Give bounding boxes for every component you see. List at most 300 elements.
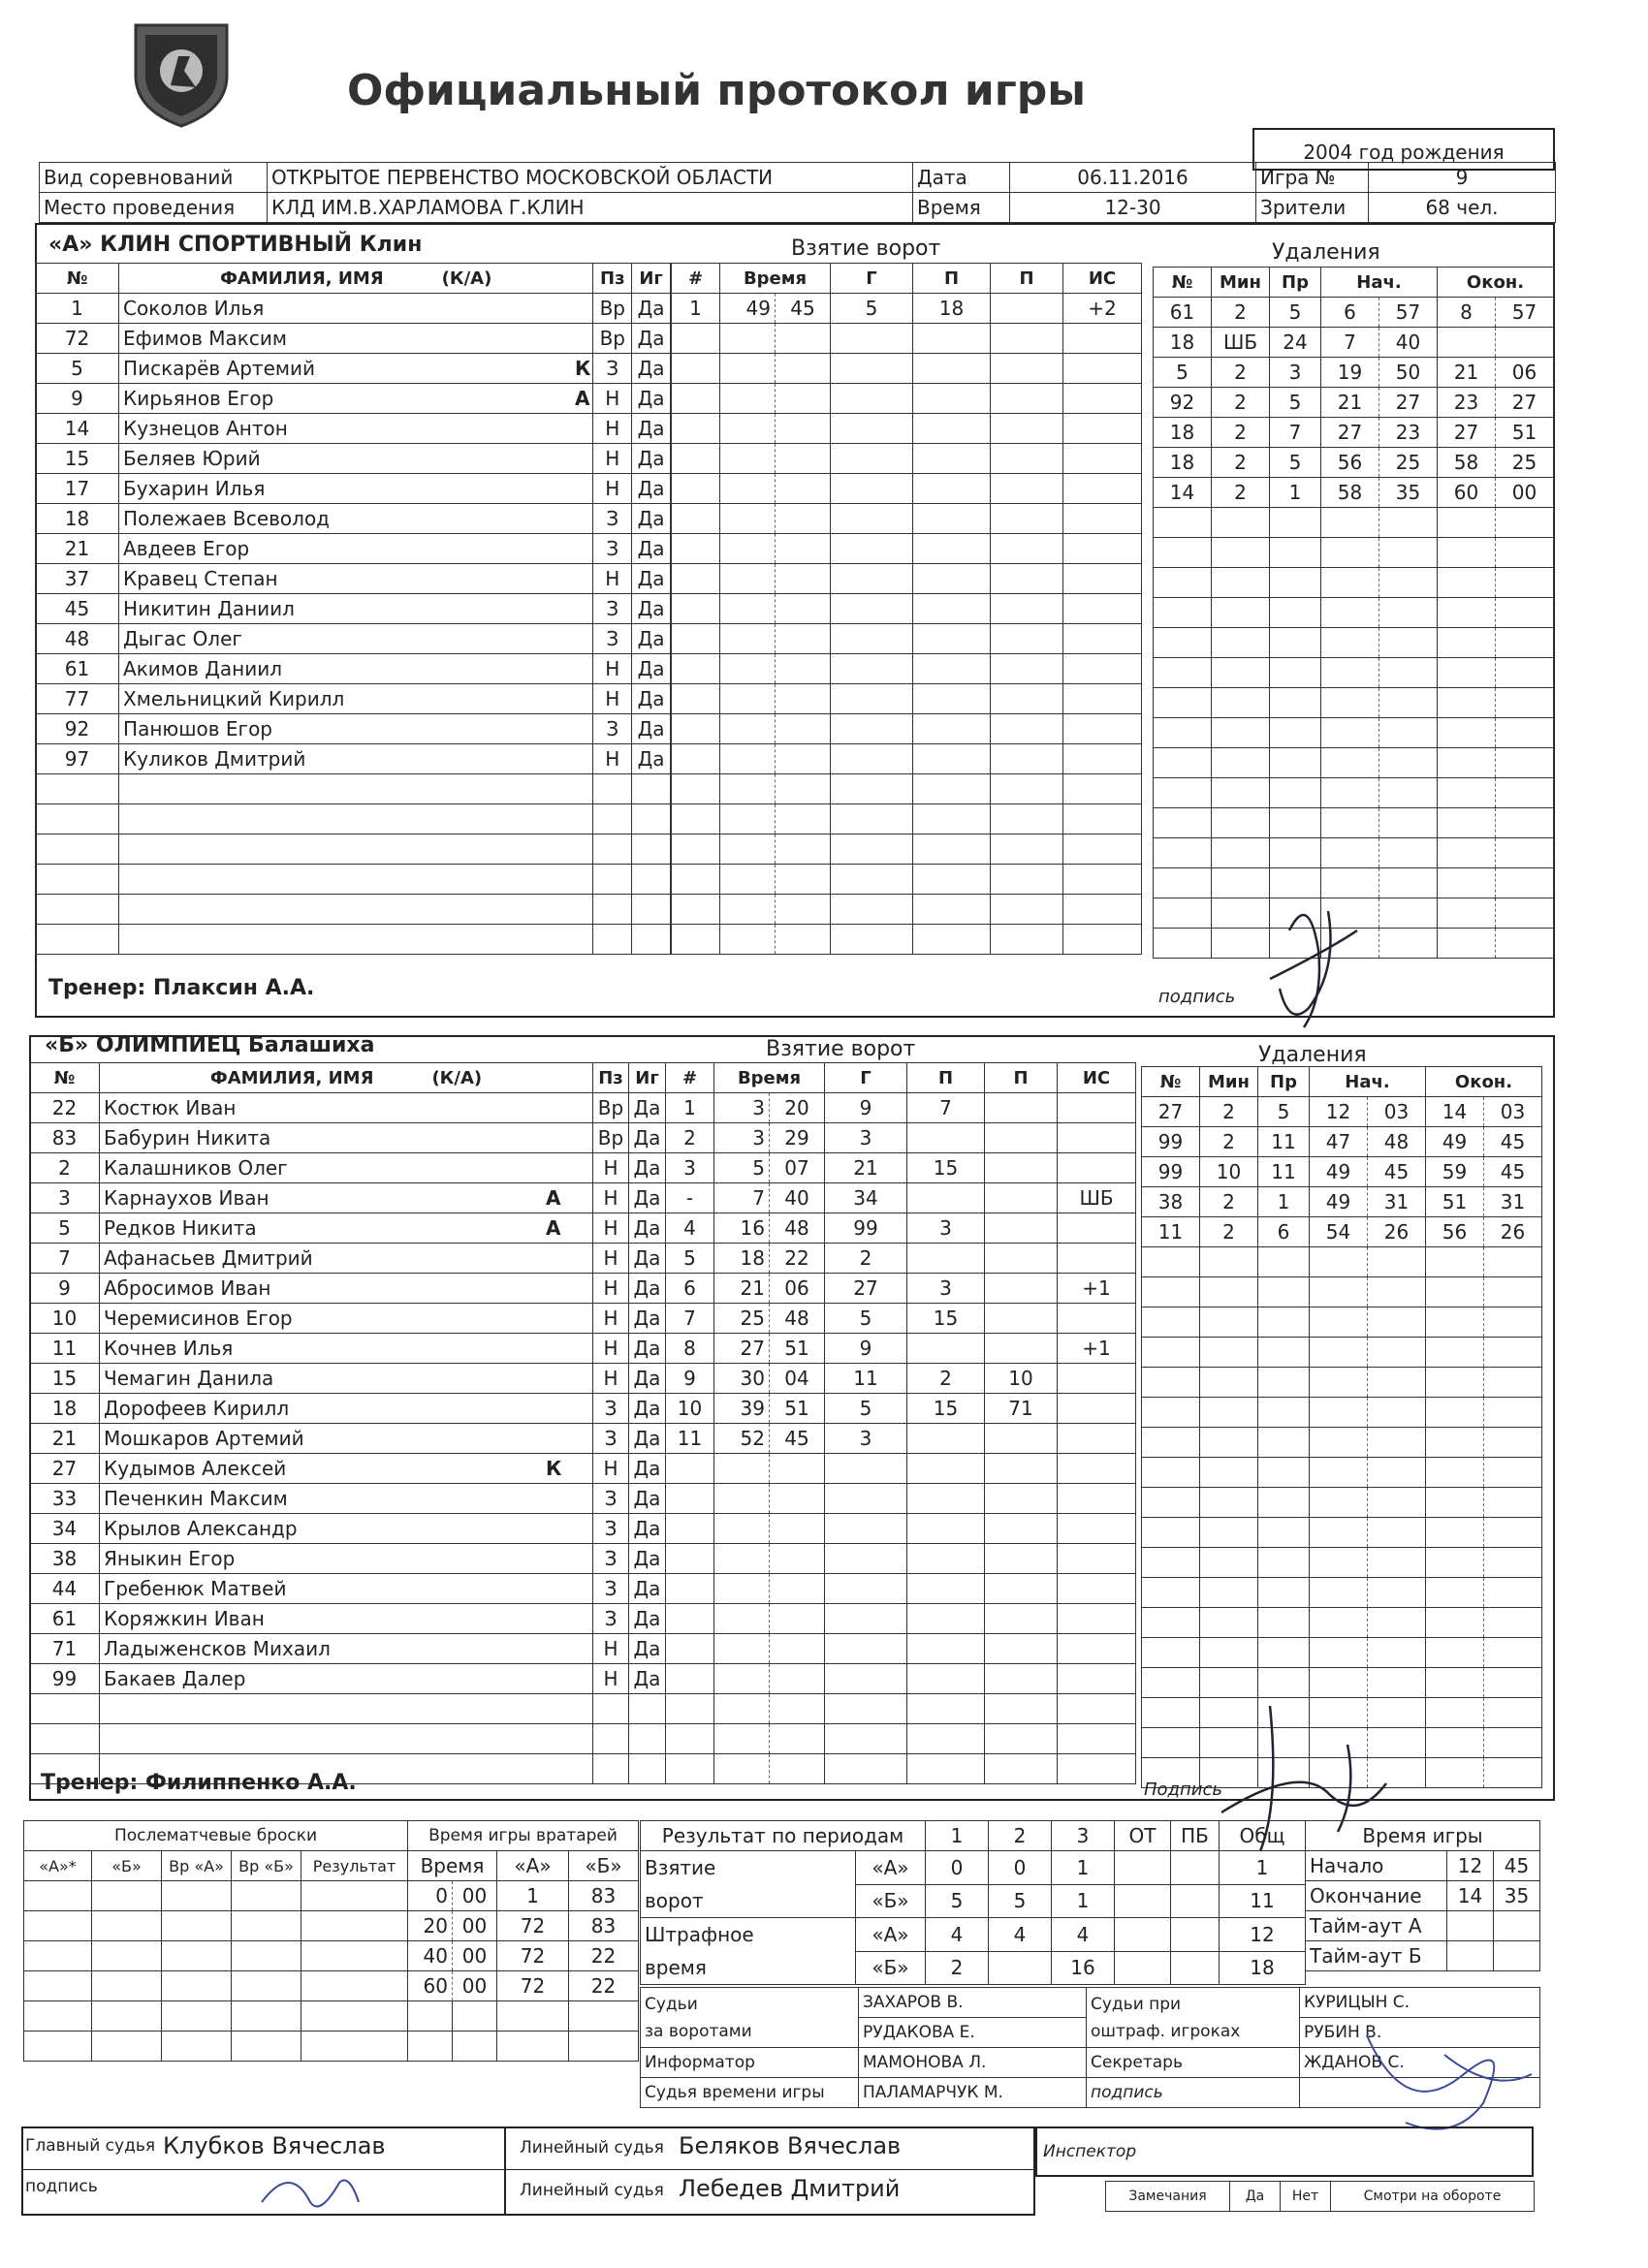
player-name-text: Беляев Юрий (123, 447, 261, 470)
player-name-text: Карнаухов Иван (104, 1186, 269, 1210)
table-row (672, 324, 1142, 354)
penalty-pr: 5 (1258, 1097, 1310, 1127)
goal-mm (720, 804, 776, 835)
game-start-m: 45 (1494, 1851, 1540, 1881)
goal-no (672, 384, 720, 414)
pen-a-total: 12 (1220, 1918, 1306, 1952)
player-played: Да (629, 1484, 666, 1514)
goal-no (672, 925, 720, 955)
goal-p2 (991, 804, 1063, 835)
penalty-no: 99 (1142, 1157, 1200, 1187)
shootout-cell (232, 1971, 301, 2001)
penalty-ss: 03 (1368, 1097, 1426, 1127)
player-role: А (575, 387, 590, 410)
player-number: 15 (36, 444, 119, 474)
player-position: З (593, 534, 632, 564)
goal-is (1063, 444, 1142, 474)
penalty-sm (1321, 508, 1379, 538)
goal-ss: 48 (770, 1304, 825, 1334)
player-name-text: Дыгас Олег (123, 627, 242, 650)
goal-is (1063, 895, 1142, 925)
goal-g (831, 744, 913, 774)
goal-g: 5 (825, 1304, 907, 1334)
penalty-no (1142, 1548, 1200, 1578)
goal-no (672, 744, 720, 774)
goal-ss (776, 895, 831, 925)
goal-g (825, 1604, 907, 1634)
player-number: 61 (30, 1604, 100, 1634)
goal-is (1058, 1213, 1136, 1244)
col-ka-label: (К/А) (431, 1067, 483, 1088)
table-row (30, 1664, 666, 1694)
goal-mm: 25 (714, 1304, 770, 1334)
penalty-min: 2 (1200, 1187, 1258, 1217)
goalie-cell (569, 2001, 639, 2032)
player-name (100, 1153, 593, 1183)
table-row (30, 1454, 666, 1484)
pen-col-pr: Пр (1270, 268, 1321, 298)
goal-g (831, 804, 913, 835)
player-name (119, 534, 593, 564)
goal-p1 (913, 444, 991, 474)
goal-p1 (913, 714, 991, 744)
shootout-cell (24, 2001, 92, 2032)
penalty-no (1154, 508, 1212, 538)
goal-mm (714, 1514, 770, 1544)
player-name (119, 624, 593, 654)
game-end-m: 35 (1494, 1881, 1540, 1911)
player-name (100, 1394, 593, 1424)
goal-no (666, 1574, 714, 1604)
game-start-h: 12 (1447, 1851, 1494, 1881)
penalty-ss (1379, 688, 1438, 718)
penalty-pr (1270, 898, 1321, 929)
goalie-cell (453, 2001, 497, 2032)
player-played: Да (629, 1334, 666, 1364)
penalty-em (1426, 1277, 1484, 1307)
penalty-pr (1258, 1247, 1310, 1277)
table-row (1142, 1638, 1542, 1668)
goal-p2 (985, 1574, 1058, 1604)
penalty-em (1438, 868, 1496, 898)
remarks-table (1105, 2181, 1535, 2212)
penalty-es (1484, 1518, 1542, 1548)
table-row (30, 1093, 666, 1123)
goal-mm (720, 534, 776, 564)
goal-p2 (991, 504, 1063, 534)
table-row (30, 1183, 666, 1213)
player-position: Н (593, 1244, 629, 1274)
penalty-min (1212, 838, 1270, 868)
goals-b-total: 11 (1220, 1884, 1306, 1918)
player-name-text: Крылов Александр (104, 1517, 298, 1540)
player-role: А (546, 1216, 561, 1240)
penalty-ss: 40 (1379, 328, 1438, 358)
col-num: № (36, 264, 119, 294)
penalty-em (1426, 1398, 1484, 1428)
goal-g (831, 504, 913, 534)
penalty-em: 8 (1438, 298, 1496, 328)
penalty-ss (1379, 658, 1438, 688)
col-ig: Иг (629, 1063, 666, 1093)
penalty-no: 61 (1154, 298, 1212, 328)
goal-ss (776, 774, 831, 804)
penalty-es: 27 (1496, 388, 1554, 418)
penalty-pr (1270, 929, 1321, 959)
penalty-es (1484, 1758, 1542, 1788)
goalie-b: 22 (569, 1941, 639, 1971)
pen-a-pb (1171, 1918, 1220, 1952)
penalty-no (1142, 1398, 1200, 1428)
goal-p2 (991, 414, 1063, 444)
goal-p2 (991, 684, 1063, 714)
player-number: 44 (30, 1574, 100, 1604)
goal-col-p1: П (913, 264, 991, 294)
penalty-ss (1368, 1758, 1426, 1788)
penalty-ss (1379, 508, 1438, 538)
penalty-pr (1258, 1488, 1310, 1518)
pen-b-pb (1171, 1951, 1220, 1985)
place-value: КЛД ИМ.В.ХАРЛАМОВА Г.КЛИН (268, 193, 913, 223)
player-position: Н (593, 444, 632, 474)
shootout-cell (301, 1881, 408, 1911)
penalty-sm (1321, 868, 1379, 898)
goal-no (672, 714, 720, 744)
penalty-em (1438, 929, 1496, 959)
goals-a-p3: 1 (1052, 1851, 1115, 1885)
penalty-es: 26 (1484, 1217, 1542, 1247)
penalty-sm (1321, 929, 1379, 959)
penalty-min (1200, 1338, 1258, 1368)
goal-no (672, 835, 720, 865)
player-position (593, 895, 632, 925)
player-played (632, 835, 671, 865)
table-row (30, 1364, 666, 1394)
penalty-es (1496, 688, 1554, 718)
goal-p1 (913, 534, 991, 564)
pen-col-min: Мин (1212, 268, 1270, 298)
goal-p1 (907, 1514, 985, 1544)
goal-p1 (907, 1123, 985, 1153)
timeout-b-h (1447, 1941, 1494, 1971)
period-col-ot: ОТ (1115, 1821, 1171, 1851)
player-played: Да (632, 594, 671, 624)
table-row (36, 865, 671, 895)
goal-ss (776, 624, 831, 654)
goal-is (1063, 865, 1142, 895)
penalty-ss: 23 (1379, 418, 1438, 448)
place-label: Место проведения (40, 193, 268, 223)
penalty-sm (1321, 658, 1379, 688)
player-name (100, 1664, 593, 1694)
player-position: З (593, 1574, 629, 1604)
goal-p2 (985, 1153, 1058, 1183)
penalty-em (1438, 718, 1496, 748)
pen-col-min: Мин (1200, 1067, 1258, 1097)
goal-no: 4 (666, 1213, 714, 1244)
period-pen-label (641, 1918, 856, 1985)
goal-g (831, 774, 913, 804)
goal-ss (776, 564, 831, 594)
goal-p1 (913, 504, 991, 534)
penalty-min: 2 (1212, 358, 1270, 388)
penalty-em (1426, 1638, 1484, 1668)
player-name (119, 654, 593, 684)
goal-ss (776, 684, 831, 714)
shootout-cell (92, 2001, 162, 2032)
penalty-sm: 58 (1321, 478, 1379, 508)
goal-p2: 71 (985, 1394, 1058, 1424)
penalty-es: 06 (1496, 358, 1554, 388)
player-number: 99 (30, 1664, 100, 1694)
player-name (100, 1454, 593, 1484)
shootout-cell (162, 2032, 232, 2062)
goalie-time-mm: 20 (408, 1911, 453, 1941)
penalty-min (1200, 1277, 1258, 1307)
remarks-no[interactable]: Нет (1281, 2182, 1331, 2212)
goal-ss (776, 324, 831, 354)
player-position: З (593, 714, 632, 744)
goal-col-time: Время (714, 1063, 825, 1093)
goal-p2 (991, 654, 1063, 684)
goals-a-total: 1 (1220, 1851, 1306, 1885)
goal-judge-2: РУДАКОВА Е. (859, 2018, 1087, 2048)
table-row (36, 925, 671, 955)
goal-mm: 27 (714, 1334, 770, 1364)
penalty-no (1142, 1277, 1200, 1307)
goal-p1 (913, 744, 991, 774)
player-name-text: Бухарин Илья (123, 477, 266, 500)
penalty-ss (1379, 598, 1438, 628)
goalie-a: 72 (497, 1971, 569, 2001)
table-row (408, 1881, 639, 1911)
player-number: 9 (30, 1274, 100, 1304)
timeout-b-label: Тайм-аут Б (1306, 1941, 1447, 1971)
penalty-es (1484, 1428, 1542, 1458)
penalty-sm (1310, 1548, 1368, 1578)
penalty-no (1154, 718, 1212, 748)
penalty-sm (1321, 718, 1379, 748)
goal-is: ШБ (1058, 1183, 1136, 1213)
remarks-see-back: Смотри на обороте (1331, 2182, 1535, 2212)
penalty-no (1154, 929, 1212, 959)
goal-col-is: ИС (1063, 264, 1142, 294)
penalty-min: 2 (1212, 478, 1270, 508)
goal-p2 (985, 1604, 1058, 1634)
goal-ss (776, 594, 831, 624)
penalty-pr (1270, 508, 1321, 538)
goal-is (1063, 684, 1142, 714)
table-row (666, 1664, 1136, 1694)
goal-mm (720, 925, 776, 955)
period-col-2: 2 (989, 1821, 1052, 1851)
penalty-min (1212, 718, 1270, 748)
goal-g (825, 1694, 907, 1724)
pen-col-num: № (1154, 268, 1212, 298)
penalty-em (1426, 1307, 1484, 1338)
goal-p2 (991, 534, 1063, 564)
penalty-sm (1321, 778, 1379, 808)
player-number: 18 (30, 1394, 100, 1424)
penalty-ss: 48 (1368, 1127, 1426, 1157)
goal-ss (776, 534, 831, 564)
table-row (36, 895, 671, 925)
team-a-title: «А» КЛИН СПОРТИВНЫЙ Клин (48, 233, 423, 257)
penalty-pr (1258, 1668, 1310, 1698)
player-number: 97 (36, 744, 119, 774)
penalty-sm (1310, 1578, 1368, 1608)
goal-mm (714, 1544, 770, 1574)
secretary-label: Секретарь (1087, 2048, 1300, 2078)
penalty-min (1200, 1307, 1258, 1338)
table-row (1142, 1668, 1542, 1698)
penalty-em (1426, 1728, 1484, 1758)
goal-ss: 51 (770, 1334, 825, 1364)
penalty-min (1200, 1728, 1258, 1758)
table-row (666, 1454, 1136, 1484)
penalty-min: 2 (1212, 298, 1270, 328)
player-position: Н (593, 1183, 629, 1213)
goal-p2 (991, 444, 1063, 474)
goal-mm (720, 504, 776, 534)
penalty-min (1212, 628, 1270, 658)
timekeeper-label: Судья времени игры (641, 2078, 859, 2108)
penalty-ss: 57 (1379, 298, 1438, 328)
goal-p2 (991, 744, 1063, 774)
secretary-value: ЖДАНОВ С. (1300, 2048, 1540, 2078)
player-name (100, 1304, 593, 1334)
goal-no: 8 (666, 1334, 714, 1364)
team-a-goals (671, 263, 1142, 955)
player-name (100, 1604, 593, 1634)
table-row (1142, 1398, 1542, 1428)
player-played: Да (632, 624, 671, 654)
player-played: Да (632, 294, 671, 324)
penalty-pr: 1 (1270, 478, 1321, 508)
goal-g: 3 (825, 1424, 907, 1454)
penalty-min (1212, 688, 1270, 718)
team-a-signature-label: подпись (1158, 987, 1236, 1007)
goal-p1 (913, 835, 991, 865)
goal-no: 5 (666, 1244, 714, 1274)
period-goals-label-1: Взятие (645, 1856, 716, 1879)
goal-p2 (985, 1454, 1058, 1484)
player-number: 71 (30, 1634, 100, 1664)
penalty-sm (1321, 628, 1379, 658)
period-team-b: «Б» (856, 1884, 926, 1918)
player-position: Н (593, 654, 632, 684)
timekeeper-value: ПАЛАМАРЧУК М. (859, 2078, 1087, 2108)
penalty-es (1484, 1578, 1542, 1608)
table-row (666, 1364, 1136, 1394)
goal-mm (720, 865, 776, 895)
penalty-min: 2 (1200, 1097, 1258, 1127)
goal-ss (770, 1484, 825, 1514)
shootout-cell (232, 1911, 301, 1941)
period-title: Результат по периодам (641, 1821, 926, 1851)
goal-no: 1 (666, 1093, 714, 1123)
goal-no (666, 1754, 714, 1784)
goal-p1: 7 (907, 1093, 985, 1123)
game-value: 9 (1369, 163, 1556, 193)
game-time-title: Время игры (1306, 1821, 1540, 1851)
table-row (1154, 418, 1554, 448)
penalty-pr: 1 (1258, 1187, 1310, 1217)
goalie-time-ss: 00 (453, 1971, 497, 2001)
pen-col-end: Окон. (1426, 1067, 1542, 1097)
penalty-em (1438, 688, 1496, 718)
spectators-value: 68 чел. (1369, 193, 1556, 223)
goal-is (1063, 474, 1142, 504)
goal-p2 (985, 1304, 1058, 1334)
goal-g: 9 (825, 1334, 907, 1364)
player-name (119, 714, 593, 744)
player-number: 5 (36, 354, 119, 384)
penalty-no (1154, 838, 1212, 868)
goal-ss: 06 (770, 1274, 825, 1304)
player-name-text: Полежаев Всеволод (123, 507, 331, 530)
goalie-time-ss: 00 (453, 1941, 497, 1971)
shootout-cell (92, 1941, 162, 1971)
informer-value: МАМОНОВА Л. (859, 2048, 1087, 2078)
goals-a-p1: 0 (926, 1851, 989, 1885)
player-name (100, 1514, 593, 1544)
player-played: Да (629, 1153, 666, 1183)
penalty-sm (1321, 538, 1379, 568)
team-a-goals-title: Взятие ворот (791, 236, 941, 261)
goal-no (672, 504, 720, 534)
penalty-min: 2 (1212, 448, 1270, 478)
goal-ss (770, 1544, 825, 1574)
player-name (100, 1364, 593, 1394)
player-played: Да (629, 1574, 666, 1604)
shootout-title: Послематчевые броски (24, 1821, 408, 1851)
linesman-1-value: Беляков Вячеслав (679, 2132, 902, 2159)
goalie-time-mm: 0 (408, 1881, 453, 1911)
team-b-title: «Б» ОЛИМПИЕЦ Балашиха (45, 1033, 375, 1057)
player-played: Да (632, 354, 671, 384)
penalty-min: 10 (1200, 1157, 1258, 1187)
goal-p2 (985, 1424, 1058, 1454)
penalty-ss (1368, 1247, 1426, 1277)
penalty-es (1484, 1608, 1542, 1638)
shootout-cell (92, 1911, 162, 1941)
penalty-pr: 6 (1258, 1217, 1310, 1247)
goal-is (1058, 1364, 1136, 1394)
penalty-min (1200, 1638, 1258, 1668)
penalty-es (1496, 898, 1554, 929)
table-row (666, 1304, 1136, 1334)
penalty-no (1142, 1608, 1200, 1638)
goal-mm (714, 1574, 770, 1604)
goal-is (1063, 414, 1142, 444)
penalty-em (1438, 838, 1496, 868)
player-position: Вр (593, 294, 632, 324)
goal-is (1058, 1454, 1136, 1484)
table-row (36, 684, 671, 714)
table-row (1142, 1157, 1542, 1187)
remarks-yes[interactable]: Да (1230, 2182, 1281, 2212)
penalty-em (1426, 1518, 1484, 1548)
penalty-judges-label-2: оштраф. игроках (1091, 2021, 1241, 2041)
player-name-text: Абросимов Иван (104, 1276, 271, 1300)
table-row (666, 1544, 1136, 1574)
table-row (672, 925, 1142, 955)
penalty-es (1496, 538, 1554, 568)
player-number: 5 (30, 1213, 100, 1244)
goal-p1 (907, 1484, 985, 1514)
penalty-no (1154, 748, 1212, 778)
